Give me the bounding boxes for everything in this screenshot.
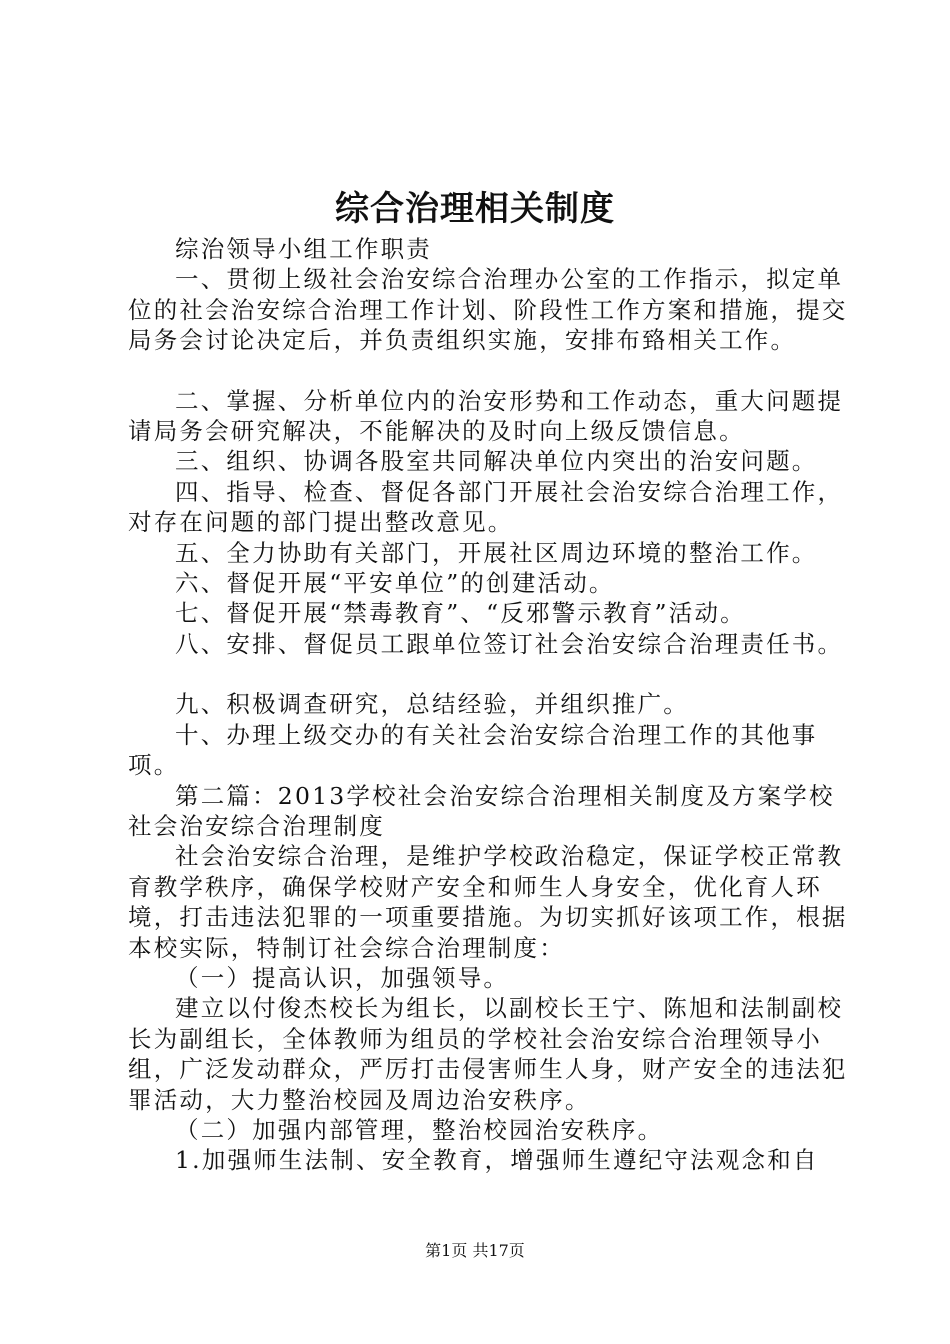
paragraph-part-two-heading: 第二篇：2013学校社会治安综合治理相关制度及方案学校社会治安综合治理制度 — [128, 781, 835, 840]
paragraph-item-7: 七、督促开展“禁毒教育”、“反邪警示教育”活动。 — [175, 599, 746, 628]
paragraph-item-6: 六、督促开展“平安单位”的创建活动。 — [175, 569, 615, 598]
paragraph-section-heading: 综治领导小组工作职责 — [175, 235, 432, 263]
paragraph-item-2: 二、掌握、分析单位内的治安形势和工作动态，重大问题提请局务会研究解决，不能解决的及时向上级反馈信息。 — [128, 386, 844, 446]
page-footer: 第1页 共17页 — [425, 1241, 525, 1260]
paragraph-item-5: 五、全力协助有关部门，开展社区周边环境的整治工作。 — [175, 538, 818, 567]
paragraph-subheading-1: （一）提高认识，加强领导。 — [175, 963, 510, 992]
paragraph-item-3: 三、组织、协调各股室共同解决单位内突出的治安问题。 — [175, 447, 818, 476]
paragraph-intro: 社会治安综合治理，是维护学校政治稳定，保证学校正常教育教学秩序，确保学校财产安全和师生人身安全，优化育人环境，打击违法犯罪的一项重要措施。为切实抓好该项工作，根据本校实际，特制订社会综合治理制度： — [128, 842, 848, 962]
paragraph-item-8: 八、安排、督促员工跟单位签订社会治安综合治理责任书。 — [175, 629, 844, 658]
paragraph-leadership: 建立以付俊杰校长为组长，以副校长王宁、陈旭和法制副校长为副组长，全体教师为组员的学校社会治安综合治理领导小组，广泛发动群众，严厉打击侵害师生人身，财产安全的违法犯罪活动，大力整治校园及周边治安秩序。 — [128, 994, 848, 1114]
document-body — [128, 234, 848, 1176]
paragraph-item-10: 十、办理上级交办的有关社会治安综合治理工作的其他事项。 — [128, 720, 818, 780]
paragraph-item-9: 九、积极调查研究，总结经验，并组织推广。 — [175, 690, 689, 719]
paragraph-numbered-1: 1.加强师生法制、安全教育，增强师生遵纪守法观念和自 — [175, 1146, 819, 1175]
paragraph-item-1: 一、贯彻上级社会治安综合治理办公室的工作指示，拟定单位的社会治安综合治理工作计划、阶段性工作方案和措施，提交局务会讨论决定后，并负责组织实施，安排布臵相关工作。 — [128, 265, 848, 355]
page-title: 综合治理相关制度 — [335, 189, 615, 229]
paragraph-item-4: 四、指导、检查、督促各部门开展社会治安综合治理工作，对存在问题的部门提出整改意见。 — [128, 477, 844, 537]
paragraph-subheading-2: （二）加强内部管理，整治校园治安秩序。 — [175, 1115, 664, 1144]
